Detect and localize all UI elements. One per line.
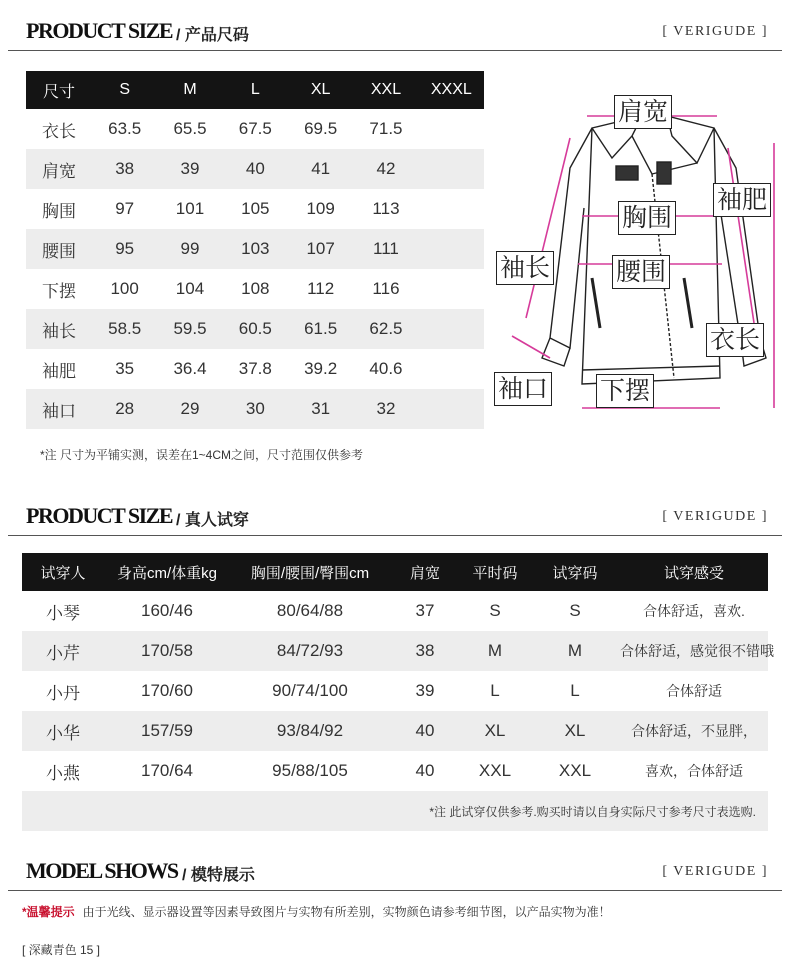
row-label: 小丹 <box>46 683 80 703</box>
table-cell: 合体舒适，感觉很不错哦 <box>620 631 768 671</box>
color-note: [ 深藏青色 15 ] <box>22 943 101 957</box>
table-cell: 80/64/88 <box>276 601 344 620</box>
table-cell: 40 <box>223 149 288 189</box>
divider <box>8 890 782 891</box>
table-cell: 84/72/93 <box>230 631 390 671</box>
header-cell: S <box>92 71 157 109</box>
table-cell: 28 <box>92 389 157 429</box>
header-cell: L <box>223 71 288 109</box>
table-cell: 113 <box>372 199 400 218</box>
table-cell: 112 <box>307 279 335 298</box>
table-cell: M <box>530 631 620 671</box>
table-cell: 109 <box>306 199 335 218</box>
table-cell: 107 <box>288 229 353 269</box>
table-cell: 29 <box>157 389 222 429</box>
table-cell: 101 <box>175 199 205 218</box>
header-cell: 胸围/腰围/臀围cm <box>230 553 390 591</box>
divider <box>8 50 782 51</box>
table-cell: 38 <box>92 149 157 189</box>
header-cell: M <box>157 71 222 109</box>
table-cell: 61.5 <box>288 309 353 349</box>
table-cell: 39 <box>415 681 435 700</box>
row-label: 衣长 <box>42 121 76 141</box>
warm-tip-tag: *温馨提示 <box>22 905 75 919</box>
header-cell: 肩宽 <box>390 553 460 591</box>
table-cell <box>419 109 484 149</box>
table-cell: XXL <box>478 761 512 780</box>
brand-label: [ VERIGUDE ] <box>662 24 768 39</box>
table-cell: 39 <box>157 149 222 189</box>
table-cell: 60.5 <box>223 309 288 349</box>
section-title-en: MODEL SHOWS <box>26 858 178 883</box>
table-cell: 32 <box>353 389 418 429</box>
table-cell: 59.5 <box>157 309 222 349</box>
table-row <box>26 269 484 309</box>
header-cell: XL <box>288 71 353 109</box>
table-cell: 40 <box>415 761 435 780</box>
table-cell: 38 <box>390 631 460 671</box>
table-row <box>26 349 484 389</box>
section-title-cn: 产品尺码 <box>184 27 249 44</box>
header-cell: 试穿感受 <box>620 553 768 591</box>
section-header-size <box>0 12 790 52</box>
tryon-table-header <box>22 553 768 591</box>
table-cell: L <box>490 681 500 700</box>
section-sep: / <box>182 867 187 884</box>
table-cell: 100 <box>110 279 139 298</box>
table-cell: M <box>460 631 530 671</box>
table-cell <box>419 229 484 269</box>
table-row <box>26 229 484 269</box>
label-waist: 腰围 <box>612 255 670 289</box>
table-cell: 42 <box>353 149 418 189</box>
row-label: 下摆 <box>42 281 76 301</box>
header-cell: 尺寸 <box>26 71 92 109</box>
table-cell: 157/59 <box>104 711 230 751</box>
header-cell: XXL <box>353 71 418 109</box>
table-cell: 合体舒适，喜欢. <box>643 603 745 619</box>
table-row <box>26 109 484 149</box>
table-cell: 71.5 <box>369 119 403 138</box>
header-cell: XXXL <box>419 71 484 109</box>
table-cell: 116 <box>372 279 400 298</box>
table-cell: 108 <box>241 279 270 298</box>
row-label: 袖口 <box>26 389 92 429</box>
row-label: 腰围 <box>26 229 92 269</box>
table-cell: 170/64 <box>141 761 193 780</box>
table-row <box>22 591 768 631</box>
table-cell: L <box>570 681 580 700</box>
section-title-cn: 模特展示 <box>190 867 255 884</box>
jacket-diagram <box>492 88 782 428</box>
table-cell: XL <box>530 711 620 751</box>
brand-label: [ VERIGUDE ] <box>662 864 768 879</box>
table-cell: XL <box>460 711 530 751</box>
table-row <box>22 671 768 711</box>
label-hem: 下摆 <box>596 374 654 408</box>
table-cell <box>419 189 484 229</box>
label-sleeve-length: 袖长 <box>496 251 554 285</box>
table-cell: 37 <box>415 601 435 620</box>
label-chest: 胸围 <box>618 201 676 235</box>
row-label: 小华 <box>22 711 104 751</box>
header-cell: 平时码 <box>460 553 530 591</box>
table-row <box>22 631 768 671</box>
section-header-model <box>0 852 790 892</box>
table-cell: 99 <box>157 229 222 269</box>
tryon-note-row <box>22 791 768 831</box>
table-cell: 35 <box>115 359 135 378</box>
table-cell <box>419 389 484 429</box>
table-cell: 36.4 <box>173 359 207 378</box>
row-label: 小琴 <box>46 603 80 623</box>
size-table <box>26 71 484 429</box>
table-cell: 67.5 <box>238 119 272 138</box>
table-cell: 160/46 <box>141 601 193 620</box>
divider <box>8 535 782 536</box>
tryon-table <box>22 553 774 791</box>
table-cell: 95/88/105 <box>272 761 348 780</box>
table-cell: 40.6 <box>369 359 403 378</box>
section-sep: / <box>176 27 181 44</box>
table-cell: 41 <box>288 149 353 189</box>
header-cell: 身高cm/体重kg <box>104 553 230 591</box>
table-cell: 97 <box>115 199 135 218</box>
table-cell <box>419 149 484 189</box>
size-table-header <box>26 71 484 109</box>
table-row <box>22 751 768 791</box>
label-length: 衣长 <box>706 323 764 357</box>
section-header-tryon <box>0 497 790 537</box>
table-row <box>26 389 484 429</box>
warm-tip-text: 由于光线、显示器设置等因素导致图片与实物有所差别，实物颜色请参考细节图，以产品实物为准！ <box>82 905 611 919</box>
label-sleeve-width: 袖肥 <box>713 183 771 217</box>
row-label: 小燕 <box>46 763 80 783</box>
table-cell: 30 <box>223 389 288 429</box>
table-cell: 63.5 <box>108 119 142 138</box>
table-row <box>26 309 484 349</box>
row-label: 袖肥 <box>42 361 76 381</box>
table-cell: 39.2 <box>304 359 338 378</box>
row-label: 胸围 <box>42 201 76 221</box>
label-shoulder: 肩宽 <box>614 95 672 129</box>
table-cell: S <box>489 601 501 620</box>
table-cell: S <box>569 601 581 620</box>
header-cell: 试穿码 <box>530 553 620 591</box>
size-note: *注 尺寸为平铺实测，误差在1~4CM之间，尺寸范围仅供参考 <box>40 448 364 462</box>
table-cell <box>419 269 484 309</box>
table-cell: 90/74/100 <box>272 681 348 700</box>
table-cell: 合体舒适，不显胖， <box>620 711 768 751</box>
tryon-note: *注 此试穿仅供参考.购买时请以自身实际尺寸参考尺寸表选购. <box>429 805 756 819</box>
table-cell: 103 <box>223 229 288 269</box>
table-cell: 105 <box>241 199 270 218</box>
table-cell: 95 <box>92 229 157 269</box>
section-title-cn: 真人试穿 <box>184 512 249 529</box>
table-cell: 170/58 <box>104 631 230 671</box>
table-row <box>26 189 484 229</box>
table-cell: 喜欢，合体舒适 <box>645 763 743 779</box>
row-label: 袖长 <box>26 309 92 349</box>
section-title-en: PRODUCT SIZE <box>26 18 173 43</box>
section-sep: / <box>176 512 181 529</box>
table-cell: 111 <box>353 229 418 269</box>
table-cell: 37.8 <box>238 359 272 378</box>
table-cell: 62.5 <box>353 309 418 349</box>
table-row <box>22 711 768 751</box>
label-cuff: 袖口 <box>494 372 552 406</box>
table-cell: 合体舒适 <box>666 683 722 699</box>
table-cell: 104 <box>175 279 205 298</box>
row-label: 肩宽 <box>26 149 92 189</box>
header-cell: 试穿人 <box>22 553 104 591</box>
table-cell: 93/84/92 <box>230 711 390 751</box>
table-cell <box>419 349 484 389</box>
table-cell <box>419 309 484 349</box>
row-label: 小芹 <box>22 631 104 671</box>
table-cell: XXL <box>558 761 592 780</box>
table-cell: 69.5 <box>304 119 338 138</box>
table-cell: 58.5 <box>92 309 157 349</box>
table-cell: 65.5 <box>173 119 207 138</box>
table-cell: 170/60 <box>141 681 193 700</box>
section-title-en: PRODUCT SIZE <box>26 503 173 528</box>
table-row <box>26 149 484 189</box>
warm-tip <box>22 903 611 920</box>
brand-label: [ VERIGUDE ] <box>662 509 768 524</box>
table-cell: 40 <box>390 711 460 751</box>
table-cell: 31 <box>288 389 353 429</box>
